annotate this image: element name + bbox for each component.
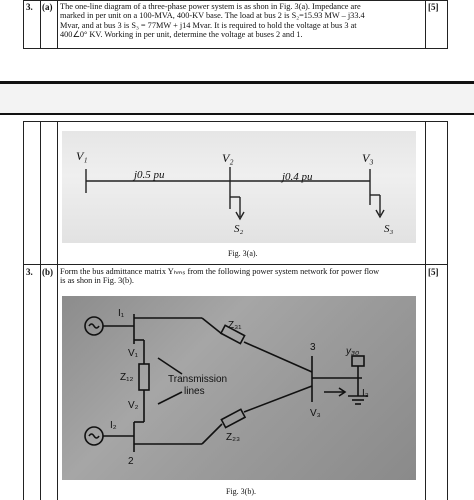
page-gap [0,84,474,114]
z23-label: Z₂₃ [226,432,241,443]
table-a-col4 [425,0,426,49]
v3-label: V₃ [310,408,321,419]
figure-3b-caption: Fig. 3(b). [226,487,256,496]
question-line: 400∠0° KV. Working in per unit, determine the voltage at buses 2 and 1. [60,30,303,40]
table-b-col3 [57,121,58,500]
i2-label: I₂ [110,420,117,431]
i3-label: I₃ [362,388,369,399]
question-line: Form the bus admittance matrix Yₕₘₛ from the following power system network for power flow [60,267,380,276]
table-b-row-divider [23,264,447,265]
table-b-col2 [40,121,41,500]
table-a-col3 [57,0,58,49]
question-number: 3. [26,2,33,12]
page-top-rule [0,113,474,115]
question-marks: [5] [428,267,439,277]
y30-label: y₃₀ [346,346,360,357]
figure-3a-caption: Fig. 3(a). [228,249,258,258]
bus2-label: 2 [128,456,134,467]
question-line: Mvar, and at bus 3 is S₃ = 77MW + j14 Mvar. It is required to hold the voltage at bus 3 at [60,20,357,30]
z12-label: j0.5 pu [134,169,165,181]
table-a-top-border [23,0,447,1]
z12-label: Z₁₂ [120,372,134,383]
table-a-col2 [40,0,41,49]
question-text [60,2,424,40]
v2-label: V₂ [128,400,139,411]
question-marks: [5] [428,2,439,12]
s2-label: S₂ [234,223,244,235]
table-b-col4 [425,121,426,500]
z23-label: j0.4 pu [282,171,313,183]
table-a-bottom-border [23,48,447,49]
table-b-top-border [23,121,447,122]
figure-3b-image [62,296,416,480]
v1-label: V₁ [76,149,88,163]
question-line: is as shon in Fig. 3(b). [60,276,134,286]
question-number: 3. [26,267,33,277]
v3-label: V₃ [362,151,374,165]
table-b-col1 [23,121,24,500]
question-line: marked in per unit on a 100-MVA, 400-KV base. The load at bus 2 is S₂=15.93 MW – j33.4 [60,11,365,21]
v2-label: V₂ [222,151,234,165]
s3-label: S₃ [384,223,394,235]
question-part: (a) [42,2,53,12]
table-a-col5 [447,0,448,49]
question-text [60,267,424,286]
question-part: (b) [42,267,53,277]
v1-label: V₁ [128,348,139,359]
bus3-label: 3 [310,342,316,353]
z31-label: Z₃₁ [228,320,242,331]
table-b-col5 [447,121,448,500]
transmission-label: Transmission [168,374,228,385]
figure-3a-image [62,131,416,243]
table-a-col1 [23,0,24,49]
lines-label: lines [184,386,205,397]
question-line: The one-line diagram of a three-phase power system is as shon in Fig. 3(a). Impedance are [60,2,361,11]
i1-label: I₁ [118,308,125,319]
